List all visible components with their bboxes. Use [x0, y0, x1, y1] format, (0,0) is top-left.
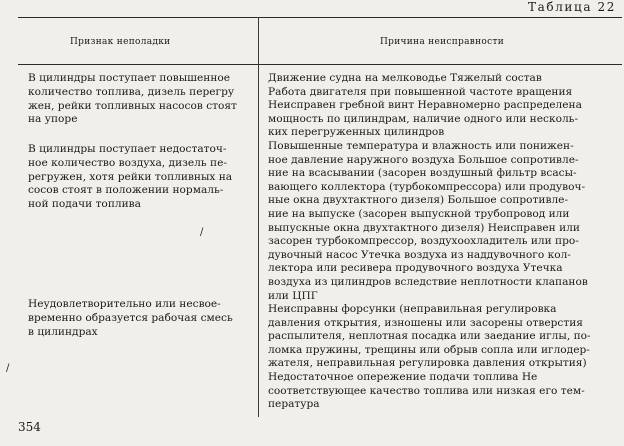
symptom-line: регружен, хотя рейки топливных на: [28, 170, 233, 183]
cause-line: выпускные окна двухтактного дизеля) Неисправен или: [268, 221, 580, 234]
cause-line: ное давление наружного воздуха Большое сопротивле-: [268, 153, 579, 166]
cause-line: распылителя, неплотная посадка или заедание иглы, по-: [268, 330, 591, 343]
cause-line: Повышенные температура и влажность или понижен-: [268, 139, 574, 152]
column-header-cause: Причина неисправности: [380, 37, 505, 47]
cause-column: [268, 72, 622, 412]
column-header-symptom: Признак неполадки: [70, 37, 171, 47]
cause-line: лектора или ресивера продувочного воздуха Утечка: [268, 262, 563, 275]
header-top-rule: [18, 17, 622, 18]
cause-line: ние на выпуске (засорен выпускной трубопровод или: [268, 207, 570, 220]
cause-line: жателя, неправильная регулировка давления открытия): [268, 357, 587, 370]
cause-line: ломка пружины, трещины или обрыв сопла или иглодер-: [268, 343, 590, 356]
symptom-line: В цилиндры поступает повышенное: [28, 72, 231, 84]
table-label: Таблица 22: [528, 0, 616, 14]
symptom-entry-1: [28, 72, 256, 127]
cause-line: мощность по цилиндрам, наличие одного или несколь-: [268, 112, 579, 125]
cause-line: Недостаточное опережение подачи топлива Не: [268, 371, 538, 384]
header-bottom-rule: [18, 64, 622, 65]
page-number: 354: [18, 420, 41, 434]
cause-line: ние на всасывании (засорен воздушный фильтр всасы-: [268, 167, 577, 180]
symptom-entry-2: [28, 143, 256, 212]
symptom-line: временно образуется рабочая смесь: [28, 311, 233, 324]
cause-line: Неисправны форсунки (неправильная регулировка: [268, 303, 557, 316]
symptom-line: на упоре: [28, 113, 78, 126]
symptom-line: сосов стоят в положении нормаль-: [28, 184, 224, 197]
symptom-line: количество топлива, дизель перегру: [28, 85, 235, 98]
symptom-line: В цилиндры поступает недостаточ-: [28, 143, 227, 155]
cause-line: засорен турбокомпрессор, воздухоохладитель или про-: [268, 235, 579, 248]
symptom-line: жен, рейки топливных насосов стоят: [28, 99, 237, 112]
cause-line: Работа двигателя при повышенной частоте вращения: [268, 85, 573, 98]
cause-line: вающего коллектора (турбокомпрессора) или продувоч-: [268, 180, 586, 193]
symptom-line: Неудовлетворительно или несвое-: [28, 298, 221, 310]
symptom-entry-3: [28, 298, 256, 339]
cause-line: Неисправен гребной винт Неравномерно распределена: [268, 99, 582, 112]
cause-line: или ЦПГ: [268, 289, 318, 302]
cause-line: Движение судна на мелководье Тяжелый состав: [268, 72, 542, 84]
cause-line: пература: [268, 398, 320, 411]
cause-line: давления открытия, изношены или засорены отверстия: [268, 316, 583, 329]
symptom-line: ной подачи топлива: [28, 198, 141, 211]
cause-line: ких перегруженных цилиндров: [268, 126, 445, 139]
column-divider: [258, 17, 259, 417]
cause-line: соответствующее качество топлива или низкая его тем-: [268, 384, 585, 397]
cause-line: воздуха из цилиндров вследствие неплотности клапанов: [268, 275, 588, 288]
symptom-line: ное количество воздуха, дизель пе-: [28, 156, 227, 169]
stray-mark: /: [6, 363, 10, 374]
stray-mark: /: [200, 227, 204, 238]
cause-line: ные окна двухтактного дизеля) Большое сопротивле-: [268, 194, 569, 207]
cause-line: дувочный насос Утечка воздуха из наддувочного кол-: [268, 248, 571, 261]
symptom-line: в цилиндрах: [28, 325, 98, 338]
